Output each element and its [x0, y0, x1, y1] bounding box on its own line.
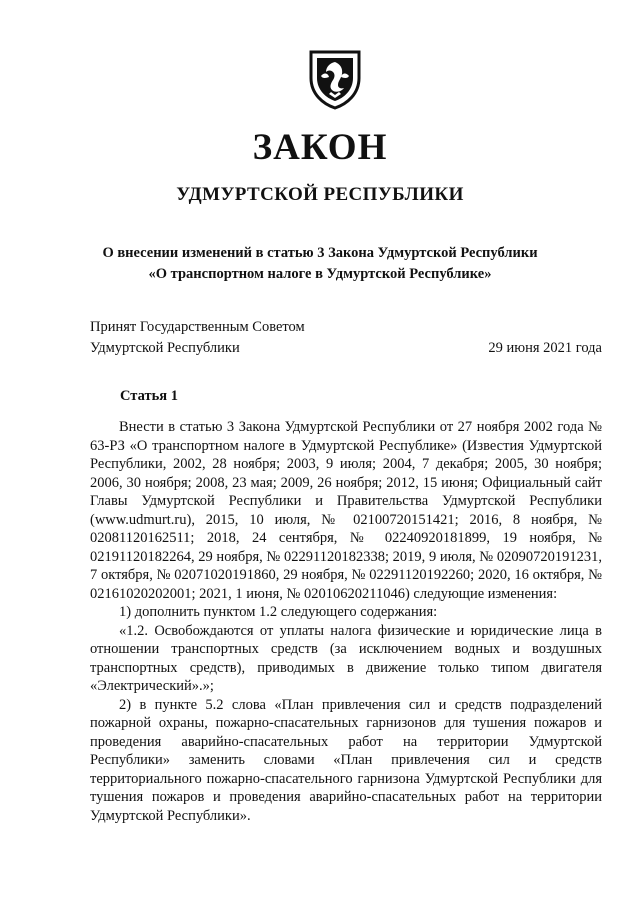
- law-subtitle: УДМУРТСКОЙ РЕСПУБЛИКИ: [176, 184, 464, 205]
- adopted-by-line-1: Принят Государственным Советом: [90, 319, 305, 335]
- adopted-by-line-2: Удмуртской Республики: [90, 340, 240, 356]
- article-paragraph: 1) дополнить пунктом 1.2 следующего содержания:: [119, 604, 438, 620]
- document-heading: [60, 243, 580, 285]
- article-paragraph: Внести в статью 3 Закона Удмуртской Республики от 27 ноября 2002 года № 63-РЗ «О транспортном налоге в Удмуртской Республике» (Известия Удмуртской Республики, 2002, 28 ноября; 2003, 9 июля; 2004, 7 декабря; 2005, 30 ноября; 2006, 30 ноября; 2008, 23 мая; 2009, 26 ноября; 2012, 15 июня; Официальный сайт Главы Удмуртской Республики и Правительства Удмуртской Республики (www.udmurt.ru), 2015, 10 июля, № 02100720151421; 2016, 8 ноября, № 02081120162511; 2018, 24 сентября, № 02240920181899, 19 ноября, № 02191120182264, 29 ноября, № 02291120182338; 2019, 9 июля, № 02090720191231, 7 октября, № 02071020191860, 29 ноября, № 02291120192260; 2020, 16 октября, № 02161020202001; 2021, 1 июня, № 02010620211046) следующие изменения:: [90, 419, 602, 602]
- adoption-date: 29 июня 2021 года: [488, 340, 602, 356]
- article-paragraph: «1.2. Освобождаются от уплаты налога физические и юридические лица в отношении транспортных средств (за исключением водных и воздушных транспортных средств), приводимых в движение только типом двигателя «Электрический».»;: [90, 622, 602, 694]
- udmurt-coat-of-arms-icon: [307, 48, 363, 110]
- law-title: ЗАКОН: [252, 127, 388, 168]
- article-paragraph: 2) в пункте 5.2 слова «План привлечения сил и средств подразделений пожарной охраны, пожарно-спасательных гарнизонов для тушения пожаров и проведения аварийно-спасательных работ на территории Удмуртской Республики» заменить словами «План привлечения сил и средств территориального пожарно-спасательного гарнизона Удмуртской Республики для тушения пожаров и проведения аварийно-спасательных работ на территории Удмуртской Республики».: [90, 696, 602, 824]
- article-body: [90, 418, 602, 825]
- adoption-block: [90, 317, 602, 359]
- adopted-by-row: [90, 338, 602, 359]
- document-heading-line-2: «О транспортном налоге в Удмуртской Республике»: [148, 266, 492, 282]
- document-heading-line-1: О внесении изменений в статью 3 Закона Удмуртской Республики: [102, 245, 538, 261]
- article-title: Статья 1: [120, 388, 178, 404]
